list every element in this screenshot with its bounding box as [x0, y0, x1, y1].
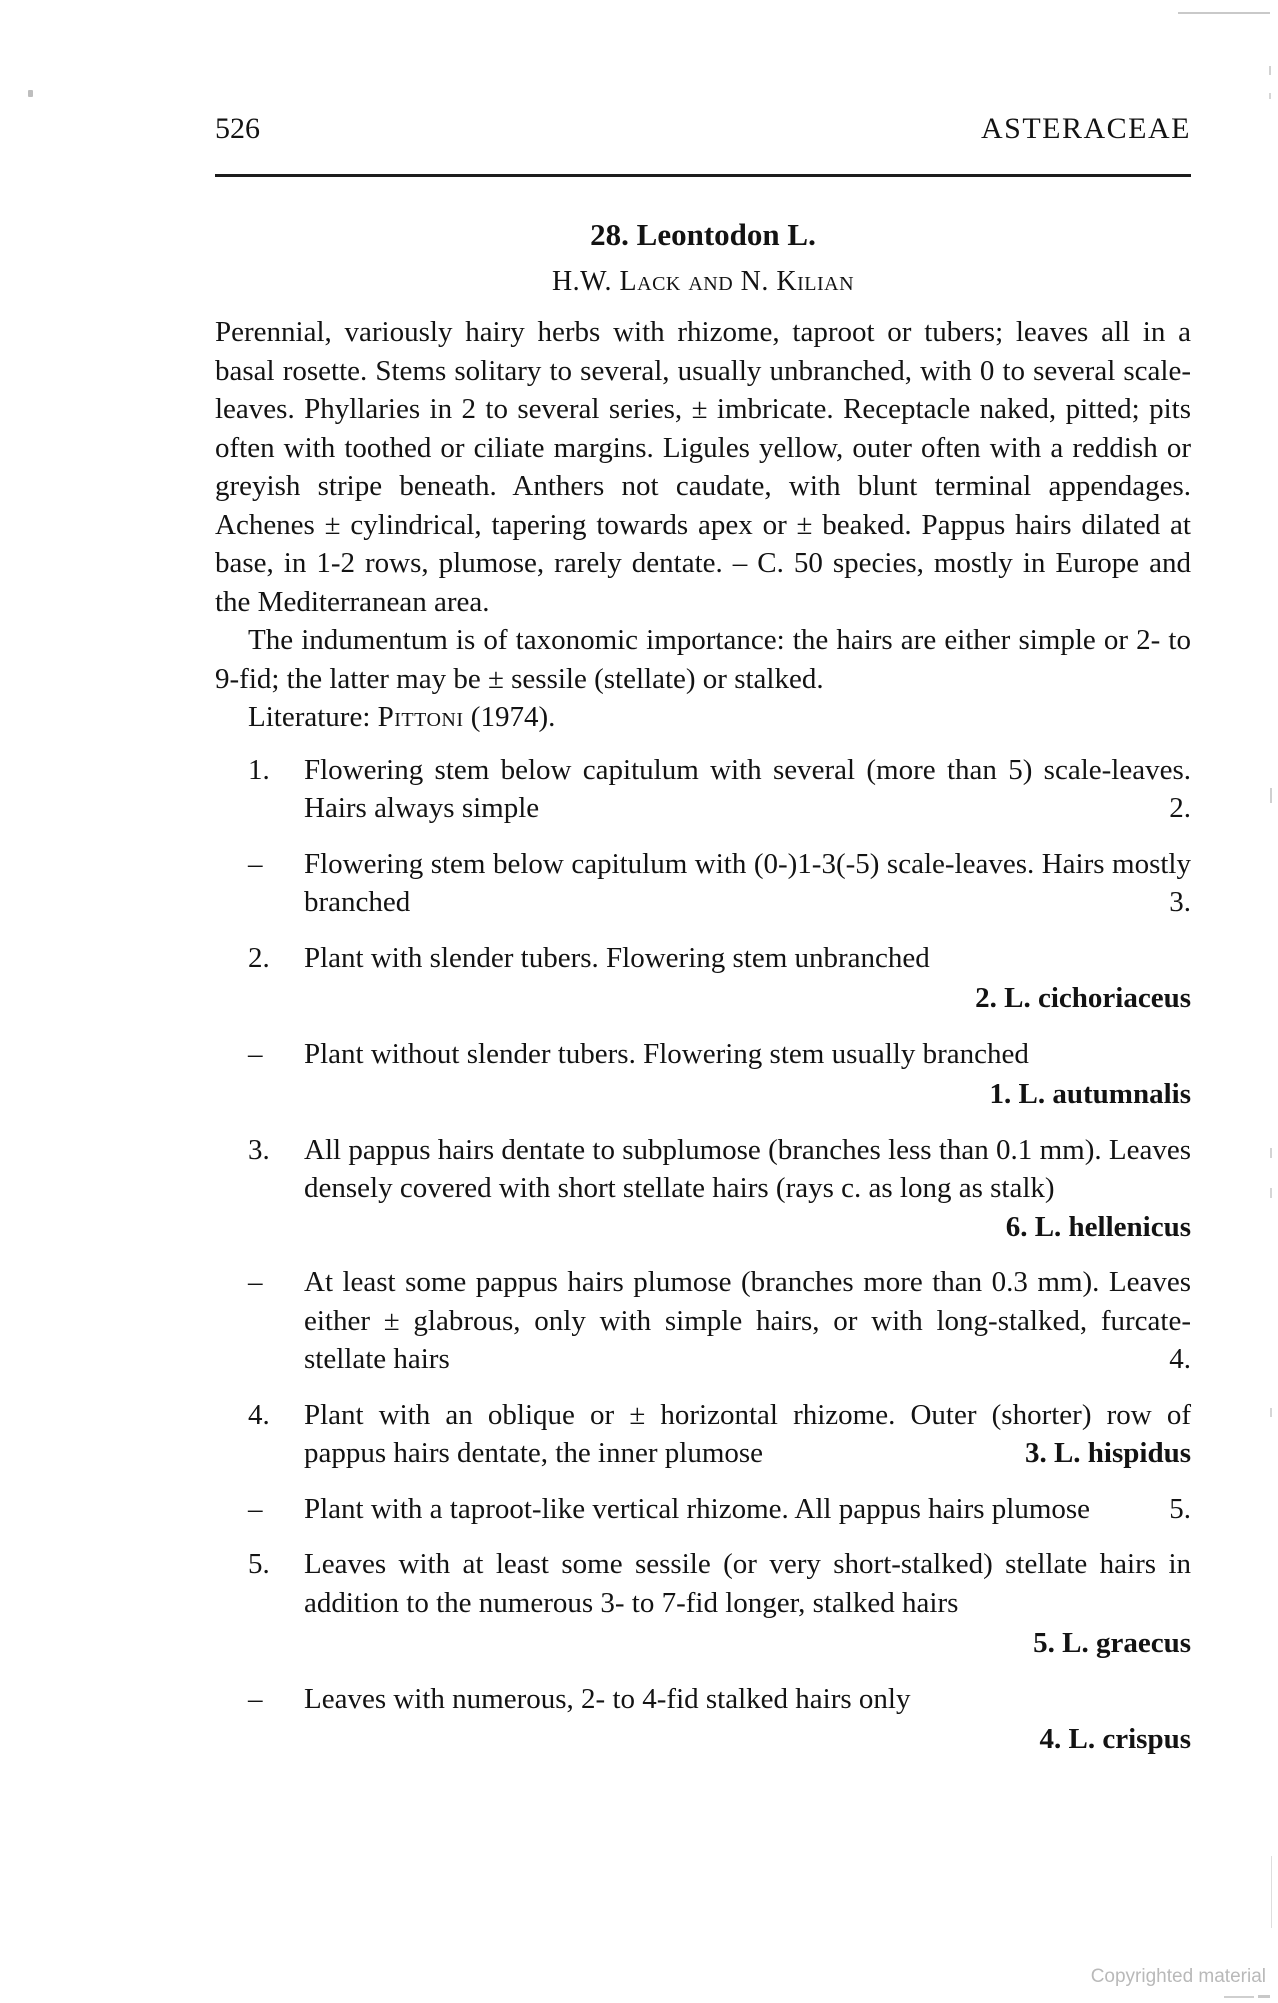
key-item-lead	[304, 1131, 1191, 1243]
key-item-text: Plant with a taproot-like vertical rhizome. All pappus hairs plumose	[304, 1492, 1091, 1525]
scan-edge-artifact	[1258, 1995, 1270, 1998]
genus-title: 28. Leontodon L.	[590, 217, 816, 252]
key-item-number: 3.	[248, 1133, 270, 1166]
key-item-text: Leaves with at least some sessile (or very short-stalked) stellate hairs in addition to the numerous 3- to 7-fid longer, stalked hairs	[304, 1548, 1191, 1619]
key-item-text: Leaves with numerous, 2- to 4-fid stalked hairs only	[304, 1682, 911, 1715]
key-item-number: –	[248, 847, 263, 880]
key-item-lead	[304, 845, 1191, 922]
key-item-number: 4.	[248, 1398, 270, 1431]
key-item-number: –	[248, 1037, 263, 1070]
key-item	[215, 845, 1191, 922]
scan-edge-artifact	[1270, 788, 1272, 803]
key-item-text-block	[304, 1131, 1191, 1247]
key-item-lead	[304, 1490, 1191, 1529]
key-item-number: 5.	[248, 1548, 270, 1580]
key-item-number: –	[248, 1266, 263, 1298]
scan-edge-artifact	[1270, 1148, 1272, 1158]
genus-description: Perennial, variously hairy herbs with rhizome, taproot or tubers; leaves all in a basal rosette. Stems solitary to several, usually unbranched, with 0 to several scale-leaves. Phyllaries in 2 to several series, ± imbricate. Receptacle naked, pitted; pits often with toothed or ciliate margins. Ligules yellow, outer often with a reddish or greyish stripe beneath. Anthers not caudate, with blunt terminal appendages. Achenes ± cylindrical, tapering towards apex or ± beaked. Pappus hairs dilated at base, in 1-2 rows, plumose, rarely dentate. – C. 50 species, mostly in Europe and the Mediterranean area.	[215, 316, 1191, 618]
genus-text-block	[215, 313, 1191, 737]
key-species-line	[304, 979, 1191, 1018]
page-number: 526	[215, 112, 260, 145]
scan-edge-artifact	[1270, 1408, 1272, 1417]
key-item-text: All pappus hairs dentate to subplumose (branches less than 0.1 mm). Leaves densely covered with short stellate hairs (rays c. as long as stalk)	[304, 1133, 1191, 1204]
key-item-text: Flowering stem below capitulum with several (more than 5) scale-leaves. Hairs always simple	[304, 753, 1191, 824]
key-item-number: –	[248, 1492, 263, 1525]
key-item-result: 4.	[1169, 1343, 1191, 1375]
key-item	[215, 751, 1191, 828]
scan-edge-artifact	[1269, 66, 1271, 75]
key-item-lead	[304, 751, 1191, 828]
key-species-line	[304, 1075, 1191, 1114]
genus-authors: H.W. Lack and N. Kilian	[551, 266, 855, 297]
scan-line-artifact	[1178, 12, 1270, 14]
running-header	[215, 110, 1191, 148]
key-item-result: 5.	[1169, 1492, 1191, 1525]
key-item	[215, 1035, 1191, 1114]
page-content	[215, 110, 1191, 1759]
key-item-text: Plant with an oblique or ± horizontal rhizome. Outer (shorter) row of pappus hairs dentate, the inner plumose	[304, 1398, 1191, 1469]
key-item	[215, 1490, 1191, 1529]
key-item-text-block	[304, 1490, 1191, 1529]
copyright-watermark: Copyrighted material	[1090, 1966, 1266, 1987]
key-item-result: 3.	[1169, 886, 1191, 918]
key-item-text-block	[304, 1035, 1191, 1114]
key-item-lead	[304, 1396, 1191, 1473]
key-item	[215, 1131, 1191, 1247]
key-species-result: 4. L. crispus	[1039, 1723, 1191, 1755]
dichotomous-key	[215, 751, 1191, 1759]
key-species-result: 1. L. autumnalis	[989, 1078, 1191, 1110]
key-item-text-block	[304, 845, 1191, 922]
key-item-text: Flowering stem below capitulum with (0-)1-3(-5) scale-leaves. Hairs mostly branched	[304, 847, 1191, 918]
key-item-text-block	[304, 1396, 1191, 1473]
key-item-number: –	[248, 1682, 263, 1715]
key-species-line	[304, 1720, 1191, 1759]
scan-edge-artifact	[1269, 93, 1271, 99]
key-item-lead	[304, 1263, 1191, 1379]
key-species-result: 2. L. cichoriaceus	[975, 982, 1191, 1014]
key-species-line	[304, 1624, 1191, 1663]
scan-speck-artifact	[28, 90, 33, 97]
literature-prefix: Literature:	[248, 701, 378, 733]
scan-edge-artifact	[1270, 1188, 1272, 1198]
genus-note: The indumentum is of taxonomic importance: the hairs are either simple or 2- to 9-fid; the latter may be ± sessile (stellate) or stalked.	[215, 624, 1191, 695]
key-species-result: 5. L. graecus	[1033, 1627, 1191, 1659]
scan-edge-artifact	[1271, 1856, 1272, 1928]
key-item	[215, 1680, 1191, 1759]
scan-edge-artifact	[1224, 1996, 1254, 1998]
key-item-number: 1.	[248, 753, 270, 786]
key-item-text-block	[304, 1263, 1191, 1379]
key-item-text: At least some pappus hairs plumose (branches more than 0.3 mm). Leaves either ± glabrous, only with simple hairs, or with long-stalked, furcate-stellate hairs	[304, 1266, 1191, 1375]
key-item-text-block	[304, 1545, 1191, 1663]
key-item-text-block	[304, 1680, 1191, 1759]
key-species-result: 3. L. hispidus	[1024, 1437, 1191, 1469]
key-item-text: Plant without slender tubers. Flowering stem usually branched	[304, 1037, 1029, 1070]
literature-author: Pittoni	[377, 701, 464, 733]
key-item	[215, 1545, 1191, 1663]
key-item	[215, 1396, 1191, 1473]
literature-suffix: (1974).	[463, 701, 556, 733]
family-header: ASTERACEAE	[981, 112, 1191, 145]
key-item	[215, 1263, 1191, 1379]
key-item	[215, 939, 1191, 1018]
key-item-result: 2.	[1169, 792, 1191, 824]
literature-line	[215, 698, 1191, 737]
key-item-text-block	[304, 939, 1191, 1018]
key-item-text: Plant with slender tubers. Flowering stem unbranched	[304, 941, 930, 974]
key-item-number: 2.	[248, 941, 270, 974]
key-item-text-block	[304, 751, 1191, 828]
header-divider-rule	[215, 174, 1191, 177]
key-species-result: 6. L. hellenicus	[1005, 1210, 1191, 1243]
